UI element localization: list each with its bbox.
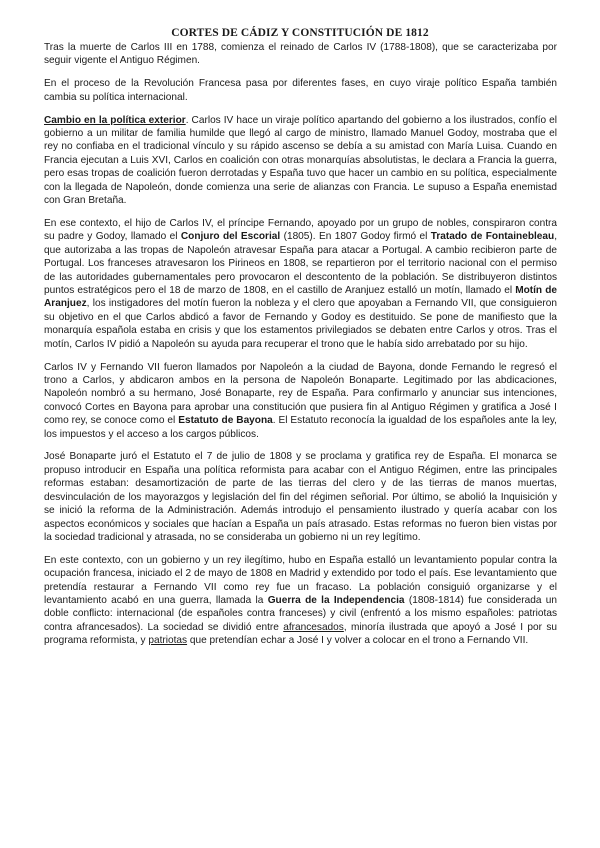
key-term: Tratado de Fontainebleau bbox=[430, 231, 555, 243]
paragraph bbox=[44, 114, 557, 208]
section-heading: Cambio en la política exterior bbox=[44, 114, 186, 126]
underlined-term: patriotas bbox=[148, 635, 188, 647]
key-term: Motín de Aranjuez bbox=[44, 285, 557, 310]
paragraph bbox=[44, 217, 557, 351]
paragraph-text: Carlos IV y Fernando VII fueron llamados por Napoleón a la ciudad de Bayona, donde Fernando le regresó el trono a Carlos, y abdicaron ambos en la persona de Napoleón Bonaparte. Legitimado por las abdicaciones, Napoleón nombró a su hermano, José Bonaparte, rey de España. Para confirmarlo y anunciar sus intenciones, convocó Cortes en Bayona para aprobar una constitución que pusiera fin al Antiguo Régimen y gratifica a José I como rey, se conoce como el bbox=[44, 361, 557, 427]
page-title: CORTES DE CÁDIZ Y CONSTITUCIÓN DE 1812 bbox=[171, 27, 429, 39]
paragraph-text: (1805). En 1807 Godoy firmó el bbox=[280, 231, 431, 243]
key-term: Guerra de la Independencia bbox=[267, 595, 405, 607]
paragraph-text: , minoría ilustrada que apoyó a José I por su programa reformista, y bbox=[44, 621, 557, 647]
paragraph-text: . Carlos IV hace un viraje político apartando del gobierno a los ilustrados, confío el gobierno a un militar de familia humilde que llegó al cargo de ministro, llamado Manuel Godoy, mostraba que el rey no confiaba en el tradicional vínculo y su rápido ascenso se debía a su amistad con María Luisa. Cuando en Francia ejecutan a Luis XVI, Carlos en coalición con otras monarquías absolutistas, le declara a Francia la guerra, pero esas tropas de coalición fueron derrotadas y España tuvo que hacer un cambio en su política, especialmente con la llegada de Napoleón, donde comienza una serie de alianzas con Francia. Le supuso a España enemistad con Gran Bretaña. bbox=[44, 114, 558, 207]
paragraph-text: En este contexto, con un gobierno y un rey ilegítimo, hubo en España estalló un levantamiento popular contra la ocupación francesa, iniciado el 2 de mayo de 1808 en Madrid y extendido por todo el país. Ese levantamiento que pretendía restaurar a Fernando VII como rey fue un fracaso. La población consiguió organizarse y el levantamiento acabó en una guerra, llamada la bbox=[44, 554, 557, 607]
paragraph-text: José Bonaparte juró el Estatuto el 7 de julio de 1808 y se proclama y gratifica rey de España. El monarca se propuso introducir en España una política reformista para acabar con el Antiguo Régimen, entre las principales reformas estaban: desamortización de parte de las tierras del clero y de las tierras de manos muertas, desvinculación de los mayorazgos y legislación del fin del régimen señorial. Por último, se abolió la Inquisición y se inició la reforma de la Administración. Además introdujo el pensamiento ilustrado y quería acabar con los aspectos económicos y sociales que hacían a España un país atrasado. Estas reformas no fueron bien vistas por la sociedad tradicional y atrasada, no se consideraba un gobierno ni un rey legítimo. bbox=[44, 451, 557, 543]
paragraph bbox=[44, 554, 557, 648]
paragraph-text: Tras la muerte de Carlos III en 1788, comienza el reinado de Carlos IV (1788-1808), que se caracterizaba por seguir vigente el Antiguo Régimen. bbox=[44, 42, 557, 67]
paragraph-text: , los instigadores del motín fueron la nobleza y el clero que apoyaban a Fernando VII, que consiguieron su objetivo en el que Carlos abdicó a favor de Fernando y Godoy es destituido. Se pone de manifiesto que la monarquía española estaba en crisis y que los estamentos privilegiados se debaten entre Carlos y otros. Tras el motín, Carlos IV pidió a Napoleón su ayuda para recuperar el trono que le había sido arrebatado por su hijo. bbox=[44, 298, 557, 350]
paragraph-text: En el proceso de la Revolución Francesa pasa por diferentes fases, en cuyo viraje político España también cambia su política internacional. bbox=[44, 78, 557, 103]
paragraph-text: . El Estatuto reconocía la igualdad de los españoles ante la ley, los impuestos y el acceso a los cargos públicos. bbox=[44, 415, 557, 440]
paragraph bbox=[44, 361, 557, 441]
paragraph bbox=[44, 77, 557, 104]
paragraph-text: En ese contexto, el hijo de Carlos IV, el príncipe Fernando, apoyado por un grupo de nobles, conspiraron contra su padre y Godoy, llamado el bbox=[44, 217, 557, 243]
key-term: Conjuro del Escorial bbox=[180, 231, 281, 243]
document-body bbox=[44, 41, 557, 657]
paragraph bbox=[44, 450, 557, 544]
key-term: Estatuto de Bayona bbox=[178, 415, 273, 427]
underlined-term: afrancesados bbox=[283, 621, 344, 633]
paragraph-text: que pretendían echar a José I y volver a colocar en el trono a Fernando VII. bbox=[187, 635, 529, 647]
paragraph-text: , que autorizaba a las tropas de Napoleón atravesar España para atacar a Portugal. A cambio recibieron parte de Portugal. Los franceses atravesaron los Pirineos en 1808, se repartieron por el territorio nacional con el permiso de las autoridades gubernamentales pero provocaron el descontento de la población. Se distribuyeron distintos puntos estratégicos pero el 18 de marzo de 1808, en el castillo de Aranjuez estalló un motín, llamado el bbox=[44, 231, 557, 296]
paragraph bbox=[44, 41, 557, 68]
paragraph-text: (1808-1814) fue considerada un doble conflicto: internacional (de españoles contra franceses) y civil (enfrentó a los mismo españoles: patriotas contra afrancesados). La sociedad se dividió entre bbox=[44, 595, 557, 633]
